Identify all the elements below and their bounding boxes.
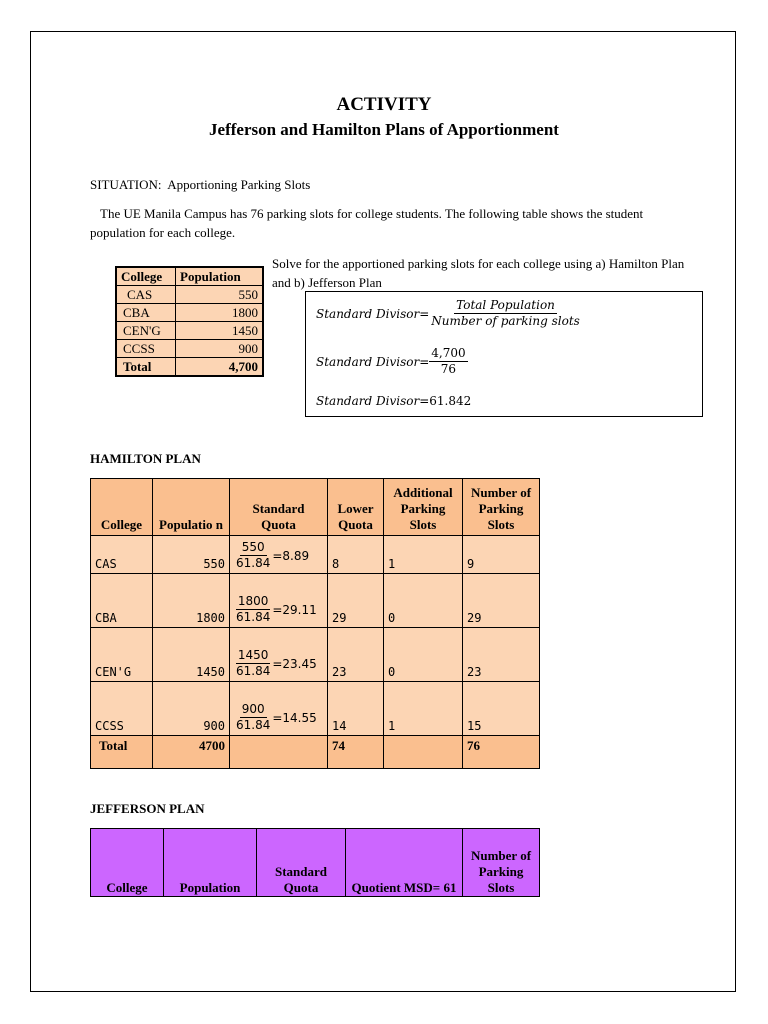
- quota-cell: [230, 628, 328, 682]
- population-cell: 1450: [176, 322, 264, 340]
- college-cell: CCSS: [91, 682, 153, 736]
- header-population: Population: [176, 267, 264, 286]
- header-standard-quota: Standard Quota: [257, 829, 346, 897]
- total-row: [91, 736, 540, 769]
- fraction-denominator: 76: [440, 362, 457, 376]
- lower-quota-cell: 14: [328, 682, 384, 736]
- quota-cell: [230, 574, 328, 628]
- population-cell: 1800: [153, 574, 230, 628]
- population-cell: 550: [153, 536, 230, 574]
- quota-value: =23.45: [272, 656, 317, 671]
- quota-expression: [234, 540, 323, 571]
- quota-expression: [234, 702, 323, 733]
- paragraph-text: The UE Manila Campus has 76 parking slots for college students. The following table shows the student population for each college.: [90, 206, 644, 240]
- fraction-denominator: Number of parking slots: [431, 314, 580, 328]
- formula-lhs: Standard Divisor: [316, 306, 420, 321]
- slots-cell: 15: [463, 682, 540, 736]
- header-number-of-slots: Number of Parking Slots: [463, 479, 540, 536]
- quota-denominator: 61.84: [236, 610, 271, 624]
- slots-cell: 23: [463, 628, 540, 682]
- total-label: Total: [116, 358, 176, 377]
- jefferson-heading: JEFFERSON PLAN: [90, 801, 205, 816]
- college-cell: CAS: [91, 536, 153, 574]
- additional-cell: 0: [384, 628, 463, 682]
- header-population: Populatio n: [153, 479, 230, 536]
- table-row: [116, 286, 263, 304]
- quota-numerator: 550: [241, 540, 265, 554]
- formula-lhs: Standard Divisor: [316, 354, 420, 369]
- table-row: [91, 682, 540, 736]
- total-lower-quota: 74: [328, 736, 384, 769]
- quota-denominator: 61.84: [236, 664, 271, 678]
- total-value: 4,700: [176, 358, 264, 377]
- quota-value: =29.11: [272, 602, 317, 617]
- quota-value: =14.55: [272, 710, 317, 725]
- population-cell: 900: [153, 682, 230, 736]
- document-title: ACTIVITY: [336, 94, 432, 115]
- table-header-row: [91, 829, 540, 897]
- header-standard-quota: Standard Quota: [230, 479, 328, 536]
- total-slots: 76: [463, 736, 540, 769]
- college-cell: CCSS: [116, 340, 176, 358]
- header-lower-quota: Lower Quota: [328, 479, 384, 536]
- quota-cell: [230, 682, 328, 736]
- college-cell: CEN'G: [91, 628, 153, 682]
- formula-lhs: Standard Divisor: [316, 394, 420, 408]
- population-cell: 1450: [153, 628, 230, 682]
- total-row: [116, 358, 263, 377]
- population-cell: 900: [176, 340, 264, 358]
- college-cell: CEN'G: [116, 322, 176, 340]
- header-college: College: [91, 479, 153, 536]
- quota-numerator: 1800: [237, 594, 269, 608]
- header-college: College: [91, 829, 164, 897]
- formula-line-2: [316, 346, 468, 377]
- population-cell: 550: [176, 286, 264, 304]
- table-row: [116, 304, 263, 322]
- lower-quota-cell: 23: [328, 628, 384, 682]
- additional-cell: 1: [384, 682, 463, 736]
- header-college: College: [116, 267, 176, 286]
- hamilton-table: [90, 478, 540, 769]
- document-subtitle: Jefferson and Hamilton Plans of Apportionment: [209, 120, 559, 139]
- table-row: [91, 574, 540, 628]
- header-population: Population: [164, 829, 257, 897]
- additional-cell: 0: [384, 574, 463, 628]
- quota-numerator: 900: [241, 702, 265, 716]
- quota-numerator: 1450: [237, 648, 269, 662]
- fraction-numerator: 4,700: [431, 346, 466, 360]
- table-row: [91, 628, 540, 682]
- college-cell: CBA: [116, 304, 176, 322]
- situation-line: SITUATION: Apportioning Parking Slots: [90, 177, 311, 192]
- formula-eq: =: [419, 306, 430, 321]
- formula-result: 61.842: [429, 394, 472, 408]
- total-label: Total: [91, 736, 153, 769]
- table-row: [116, 340, 263, 358]
- header-quotient-msd: Quotient MSD= 61: [346, 829, 463, 897]
- slots-cell: 29: [463, 574, 540, 628]
- formula-eq: =: [419, 354, 430, 369]
- instruction-text: Solve for the apportioned parking slots for each college using a) Hamilton Plan and b) Jefferson Plan: [272, 256, 685, 290]
- formula-fraction: [429, 346, 467, 377]
- lower-quota-cell: 8: [328, 536, 384, 574]
- college-cell: CAS: [116, 286, 176, 304]
- table-row: [91, 536, 540, 574]
- formula-line-3: [316, 394, 471, 408]
- header-additional-slots: Additional Parking Slots: [384, 479, 463, 536]
- table-row: [116, 322, 263, 340]
- population-cell: 1800: [176, 304, 264, 322]
- quota-expression: [234, 594, 323, 625]
- quota-value: =8.89: [272, 548, 310, 563]
- college-cell: CBA: [91, 574, 153, 628]
- situation-paragraph: [90, 204, 680, 242]
- table-header-row: [116, 267, 263, 286]
- total-empty-cell: [384, 736, 463, 769]
- fraction-numerator: Total Population: [456, 298, 555, 312]
- jefferson-table: [90, 828, 540, 897]
- population-table: [115, 266, 264, 377]
- total-empty-cell: [230, 736, 328, 769]
- header-number-of-slots: Number of Parking Slots: [463, 829, 540, 897]
- quota-cell: [230, 536, 328, 574]
- hamilton-heading: HAMILTON PLAN: [90, 451, 201, 466]
- quota-denominator: 61.84: [236, 718, 271, 732]
- standard-divisor-formula: [305, 291, 703, 417]
- quota-expression: [234, 648, 323, 679]
- table-header-row: [91, 479, 540, 536]
- total-population: 4700: [153, 736, 230, 769]
- additional-cell: 1: [384, 536, 463, 574]
- formula-fraction: [429, 298, 582, 329]
- slots-cell: 9: [463, 536, 540, 574]
- formula-line-1: [316, 298, 582, 329]
- formula-eq: =: [419, 394, 430, 408]
- lower-quota-cell: 29: [328, 574, 384, 628]
- quota-denominator: 61.84: [236, 556, 271, 570]
